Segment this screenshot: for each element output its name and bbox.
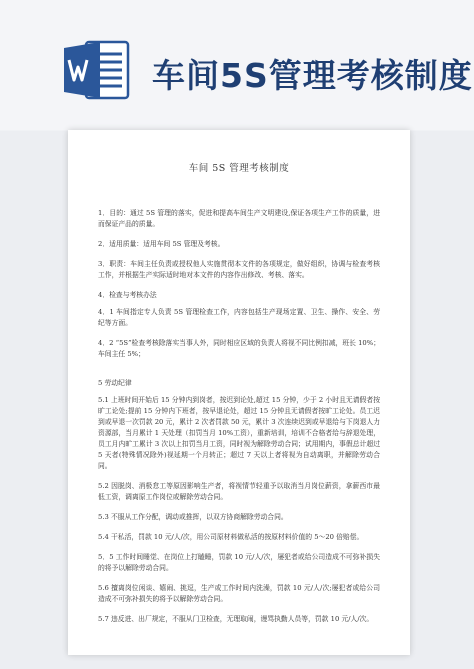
word-doc-icon — [64, 40, 130, 100]
paragraph-labor-heading: 5 劳动纪律 — [98, 379, 132, 387]
paragraph-inspection-heading: 4．检查与考核办法 — [98, 291, 157, 299]
banner — [0, 32, 474, 108]
paragraph-5-2: 5.2 因脱岗、消极怠工等原因影响生产者，将视情节轻重予以取消当月岗位薪资，拿薪西市最低工资，调离原工作岗位或解除劳动合同。 — [98, 482, 380, 501]
paragraph-4-1: 4．1 车间指定专人负责 5S 管理检查工作，内容包括生产现场定置、卫生、操作、安全、劳纪等方面。 — [98, 308, 380, 327]
paragraph-purpose: 1．目的：通过 5S 管理的落实，促进和提高车间生产文明建设,保证各项生产工作的质量，进而保证产品的质量。 — [98, 209, 380, 228]
paragraph-5-6: 5.6 擅离岗位闲谈、嬉闹、挑逗，生产或工作时间内洗澡，罚款 10 元/人/次;屡犯者或给公司造成不可弥补损失的将予以解除劳动合同。 — [98, 584, 380, 603]
paragraph-5-7: 5.7 违反进、出厂规定，不服从门卫检查，无理取闹，谩骂执勤人员等，罚款 10 元/人/次。 — [98, 615, 374, 623]
paragraph-4-2: 4．2 “5S”检查考核除落实当事人外，同时相应区域的负责人将视不同比例扣减，班长 10%；车间主任 5%； — [98, 339, 380, 358]
paragraph-5-1: 5.1 上班时间开始后 15 分钟内到岗者，按迟到论处,超过 15 分钟，少于 2 小时且无请假者按旷工论处;提前 15 分钟内下班者，按早退论处，超过 15 分钟且无请假者按旷工论处。员工迟到或早退一次罚款 20 元，累计 2 次者罚款 50 元，累计 3 次连续迟到或早退给与下岗退人力资源部，当月累计 1 天处理（扣罚当月 10%工资），重新培训，培训不合格者给与辞退处理，员工月内旷工累计 3 次以上扣罚当月工资，同时视为解除劳动合同；试用期内，事假总计超过 5 天者(特殊情况除外)视延期一个月转正；超过 7 天以上者将视为自动离职，并解除劳动合同。 — [98, 396, 380, 470]
document-page — [68, 130, 410, 655]
paragraph-scope: 2．适用质量：适用车间 5S 管理及考核。 — [98, 240, 225, 248]
banner-title: 车间5S管理考核制度 — [152, 56, 473, 95]
paragraph-5-4: 5.4 干私活，罚款 10 元/人/次，用公司原材料做私活的按原材料价值的 5～20 倍赔偿。 — [98, 533, 364, 541]
paragraph-5-5: 5．5 工作时间睡觉、在岗位上打瞌睡，罚款 10 元/人/次，屡犯者或给公司造成不可弥补损失的将予以解除劳动合同。 — [98, 553, 380, 572]
paragraph-5-3: 5.3 不服从工作分配，调动或推挥，以双方协商解除劳动合同。 — [98, 513, 288, 521]
paragraph-duties: 3．职责：车间主任负责或授权他人实施贯彻本文件的各项规定，做好组织，协调与检查考核工作，并根据生产实际适时地对本文件的内容作出修改、考核、落实。 — [98, 260, 380, 279]
document-title: 车间 5S 管理考核制度 — [188, 163, 290, 174]
